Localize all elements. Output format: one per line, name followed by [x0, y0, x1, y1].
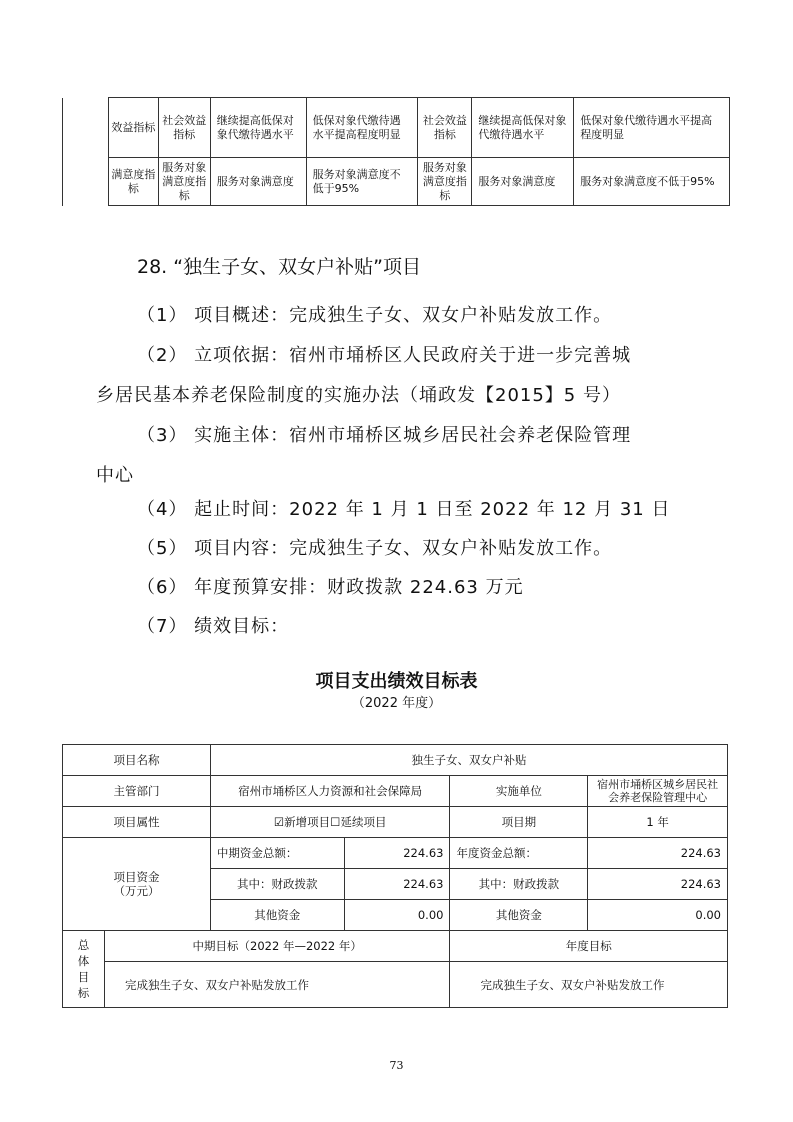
paragraph-line: （4） 起止时间：2022 年 1 月 1 日至 2022 年 12 月 31 日	[137, 499, 671, 520]
period-label: 项目期	[450, 807, 588, 838]
blank-cell	[63, 98, 109, 206]
fund-label: 项目资金（万元）	[63, 838, 211, 931]
cell: 低保对象代缴待遇水平提高程度明显	[574, 98, 730, 158]
table-title: 项目支出绩效目标表	[315, 671, 478, 692]
cell: 服务对象满意度	[472, 158, 574, 206]
year-fiscal-label: 其中：财政拨款	[450, 869, 588, 900]
table-row	[63, 158, 730, 206]
indicator-table-continued	[62, 97, 730, 206]
impl-label: 实施单位	[450, 776, 588, 807]
period-value: 1 年	[588, 807, 728, 838]
year-goal-value: 完成独生子女、双女户补贴发放工作	[450, 962, 728, 1008]
section-heading: 28. “独生子女、双女户补贴”项目	[137, 256, 421, 278]
cell: 服务对象满意度指标	[158, 158, 210, 206]
mid-total-label: 中期资金总额：	[210, 838, 344, 869]
dept-value: 宿州市埇桥区人力资源和社会保障局	[210, 776, 450, 807]
year-goal-label: 年度目标	[450, 931, 728, 962]
mid-fiscal-label: 其中：财政拨款	[210, 869, 344, 900]
year-total-label: 年度资金总额：	[450, 838, 588, 869]
paragraph-line: （5） 项目内容：完成独生子女、双女户补贴发放工作。	[137, 538, 613, 559]
year-other-label: 其他资金	[450, 900, 588, 931]
attr-value: ☑新增项目☐延续项目	[210, 807, 450, 838]
table-row	[63, 807, 728, 838]
year-fiscal-value: 224.63	[588, 869, 728, 900]
cell: 满意度指标	[108, 158, 158, 206]
paragraph-line: （7） 绩效目标：	[137, 616, 290, 637]
cell: 继续提高低保对象代缴待遇水平	[210, 98, 306, 158]
mid-other-value: 0.00	[344, 900, 450, 931]
mid-fiscal-value: 224.63	[344, 869, 450, 900]
mid-total-value: 224.63	[344, 838, 450, 869]
year-other-value: 0.00	[588, 900, 728, 931]
mid-goal-label: 中期目标（2022 年—2022 年）	[104, 931, 449, 962]
cell: 低保对象代缴待遇水平提高程度明显	[306, 98, 418, 158]
paragraph-line: （1） 项目概述：完成独生子女、双女户补贴发放工作。	[137, 305, 613, 326]
performance-target-table	[62, 744, 728, 1008]
impl-value: 宿州市埇桥区城乡居民社会养老保险管理中心	[588, 776, 728, 807]
cell: 社会效益指标	[158, 98, 210, 158]
mid-goal-value: 完成独生子女、双女户补贴发放工作	[104, 962, 449, 1008]
paragraph-line: 中心	[96, 465, 134, 486]
table-row	[63, 838, 728, 869]
table-row	[63, 931, 728, 962]
goal-label: 总体目标	[63, 931, 105, 1008]
paragraph-line: （6） 年度预算安排：财政拨款 224.63 万元	[137, 577, 524, 598]
project-name-value: 独生子女、双女户补贴	[210, 745, 727, 776]
table-subtitle: （2022 年度）	[351, 696, 442, 711]
project-name-label: 项目名称	[63, 745, 211, 776]
cell: 服务对象满意度	[210, 158, 306, 206]
attr-label: 项目属性	[63, 807, 211, 838]
cell: 服务对象满意度指标	[418, 158, 472, 206]
cell: 社会效益指标	[418, 98, 472, 158]
paragraph-line: （3） 实施主体：宿州市埇桥区城乡居民社会养老保险管理	[137, 425, 632, 446]
table-row	[63, 962, 728, 1008]
table-row	[63, 776, 728, 807]
table-row	[63, 745, 728, 776]
page-number: 73	[389, 1059, 404, 1072]
cell: 继续提高低保对象代缴待遇水平	[472, 98, 574, 158]
dept-label: 主管部门	[63, 776, 211, 807]
cell: 服务对象满意度不低于95%	[306, 158, 418, 206]
paragraph-line: 乡居民基本养老保险制度的实施办法（埇政发【2015】5 号）	[96, 385, 621, 406]
cell: 效益指标	[108, 98, 158, 158]
table-row	[63, 98, 730, 158]
year-total-value: 224.63	[588, 838, 728, 869]
cell: 服务对象满意度不低于95%	[574, 158, 730, 206]
paragraph-line: （2） 立项依据：宿州市埇桥区人民政府关于进一步完善城	[137, 345, 632, 366]
mid-other-label: 其他资金	[210, 900, 344, 931]
